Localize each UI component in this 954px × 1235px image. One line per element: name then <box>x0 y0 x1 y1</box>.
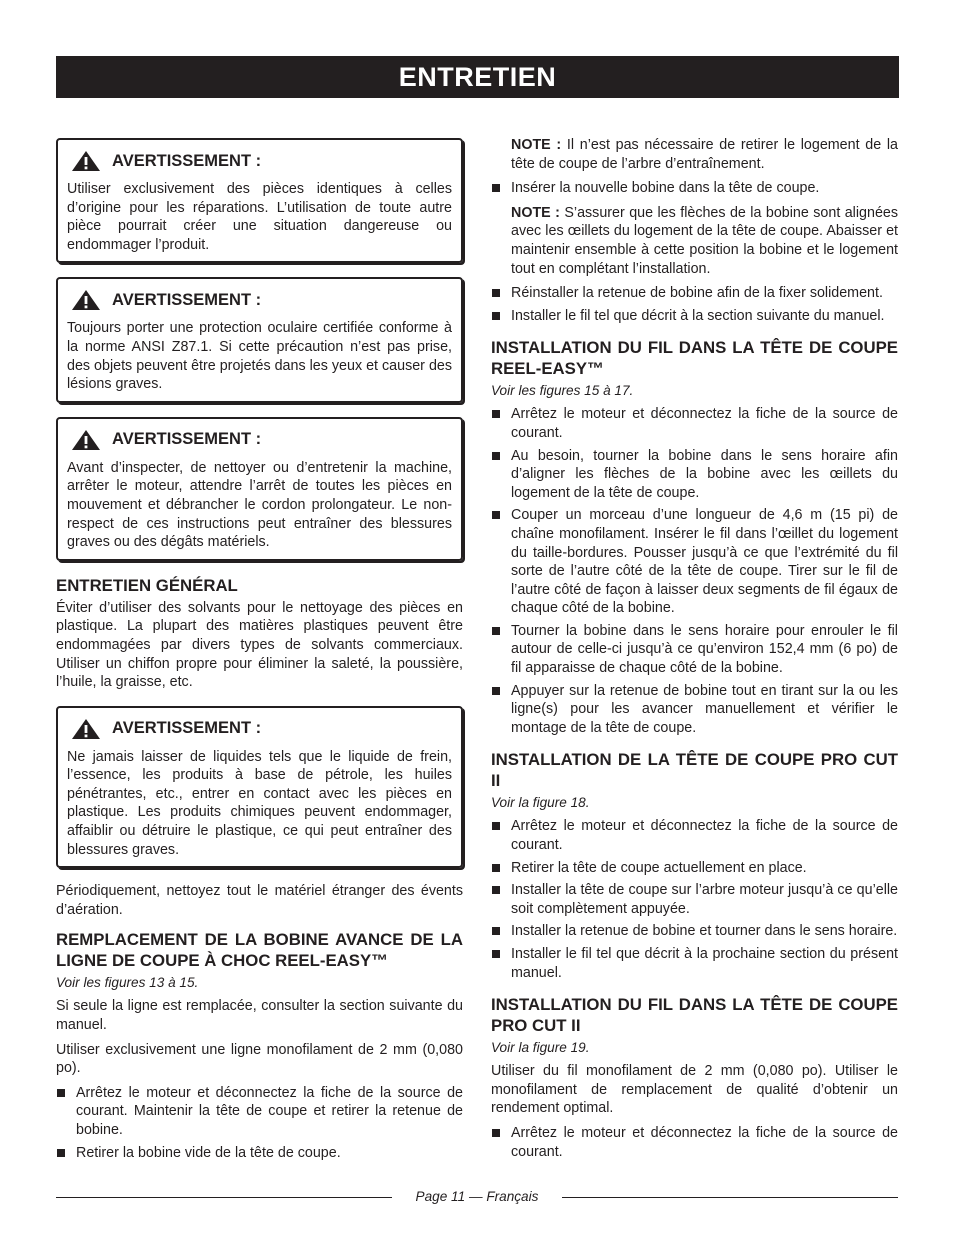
spool-bullet-list-2 <box>491 179 898 198</box>
general-paragraph-2: Périodiquement, nettoyez tout le matériel étranger des évents d’aération. <box>56 883 463 918</box>
list-item: Installer la retenue de bobine et tourner dans le sens horaire. <box>491 922 898 941</box>
footer-rule-right <box>562 1197 898 1198</box>
warning-triangle-icon <box>71 150 101 172</box>
list-item: Arrêtez le moteur et déconnectez la fiche de la source de courant. <box>491 1124 898 1161</box>
warning-text: Utiliser exclusivement des pièces identiques à celles d’origine pour les réparations. L’utilisation de toute autre pièce pourrait créer une situation dangereuse ou endommager l’produit. <box>67 181 452 253</box>
list-item: Arrêtez le moteur et déconnectez la fiche de la source de courant. <box>491 405 898 442</box>
line-reel-bullet-list <box>491 405 898 737</box>
list-item: Installer le fil tel que décrit à la prochaine section du présent manuel. <box>491 945 898 982</box>
general-paragraph: Éviter d’utiliser des solvants pour le nettoyage des pièces en plastique. La plupart des matières plastiques peuvent être endommagées par divers types de solvants commerciaux. Utiliser un chiffon propre pour éliminer la saleté, la poussière, l’huile, la graisse, etc. <box>56 599 463 691</box>
warning-box <box>56 277 463 402</box>
warning-triangle-icon <box>71 289 101 311</box>
square-bullet-icon <box>57 1089 65 1097</box>
list-item: Réinstaller la retenue de bobine afin de la fixer solidement. <box>491 284 898 303</box>
square-bullet-icon <box>492 864 500 872</box>
warning-text: Toujours porter une protection oculaire certifiée conforme à la norme ANSI Z87.1. Si cette précaution n’est pas prise, des objets peuvent être projetés dans les yeux et causer des lésions graves. <box>67 320 452 393</box>
square-bullet-icon <box>492 312 500 320</box>
list-item: Installer la tête de coupe sur l’arbre moteur jusqu’à ce qu’elle soit complètement appuyée. <box>491 881 898 918</box>
square-bullet-icon <box>492 1129 500 1137</box>
page-header <box>56 56 899 98</box>
procut-head-bullet-list <box>491 817 898 982</box>
list-item: Couper un morceau d’une longueur de 4,6 m (15 pi) de chaîne monofilament. Insérer le fil dans l’œillet du logement du taille-bordures. Pousser jusqu’à ce que l’extrémité du fil sorte de l’autre côté de la tête de coupe. Tirer sur le fil de l’autre côté de façon à laisser deux segments de fil égaux de chaque côté de la bobine. <box>491 506 898 618</box>
spool-bullet-list-3 <box>491 284 898 325</box>
warning-box <box>56 138 463 263</box>
square-bullet-icon <box>492 822 500 830</box>
section-heading-spool: REMPLACEMENT DE LA BOBINE AVANCE DE LA LIGNE DE COUPE À CHOC REEL-EASY™ <box>56 930 463 971</box>
list-item: Installer le fil tel que décrit à la section suivante du manuel. <box>491 307 898 326</box>
procut-line-paragraph: Utiliser du fil monofilament de 2 mm (0,080 po). Utiliser le monofilament de remplacement de qualité d’obtenir un rendement optimal. <box>491 1063 898 1117</box>
warning-triangle-icon <box>71 718 101 740</box>
right-column <box>491 136 898 1167</box>
list-item: Retirer la bobine vide de la tête de coupe. <box>56 1144 463 1163</box>
note-paragraph: NOTE : S’assurer que les flèches de la bobine sont alignées avec les œillets du logement de la tête de coupe. Abaisser et maintenir ensemble à cette position la bobine et le logement tout en complétant l’installation. <box>511 204 898 277</box>
figure-reference: Voir la figure 18. <box>491 795 590 811</box>
square-bullet-icon <box>492 511 500 519</box>
list-item: Insérer la nouvelle bobine dans la tête de coupe. <box>491 179 898 198</box>
warning-triangle-icon <box>71 429 101 451</box>
list-item: Arrêtez le moteur et déconnectez la fiche de la source de courant. <box>491 817 898 854</box>
square-bullet-icon <box>492 950 500 958</box>
list-item: Retirer la tête de coupe actuellement en place. <box>491 859 898 878</box>
square-bullet-icon <box>57 1149 65 1157</box>
warning-title: AVERTISSEMENT : <box>112 719 262 738</box>
list-item: Arrêtez le moteur et déconnectez la fiche de la source de courant. Maintenir la tête de coupe et retirer la retenue de bobine. <box>56 1084 463 1140</box>
square-bullet-icon <box>492 410 500 418</box>
spool-bullet-list <box>56 1084 463 1162</box>
warning-text: Ne jamais laisser de liquides tels que le liquide de frein, l’essence, les produits à base de pétrole, les huiles pénétrantes, etc., entrer en contact avec les pièces en plastique. Les produits chimiques peuvent endommager, affaiblir ou détruire le plastique, ce qui peut entraîner des blessures graves. <box>67 748 452 858</box>
warning-title: AVERTISSEMENT : <box>112 151 262 170</box>
section-heading-line-reel: INSTALLATION DU FIL DANS LA TÊTE DE COUPE REEL-EASY™ <box>491 338 898 379</box>
warning-text: Avant d’inspecter, de nettoyer ou d’entretenir la machine, arrêter le moteur, attendre l’arrêt de toutes les pièces en mouvement et débrancher le cordon prolongateur. Le non-respect de ces instructions peut entraîner des blessures graves ou des dégâts matériels. <box>67 459 452 551</box>
page-title: ENTRETIEN <box>398 62 557 92</box>
page-number: Page 11 — Français <box>415 1189 539 1204</box>
procut-line-bullet-list <box>491 1124 898 1161</box>
square-bullet-icon <box>492 687 500 695</box>
warning-title: AVERTISSEMENT : <box>112 290 262 309</box>
list-item: Appuyer sur la retenue de bobine tout en tirant sur la ou les ligne(s) pour les avancer manuellement et vérifier le montage de la tête de coupe. <box>491 682 898 738</box>
square-bullet-icon <box>492 886 500 894</box>
left-column <box>56 138 463 1168</box>
section-heading-procut-line: INSTALLATION DU FIL DANS LA TÊTE DE COUPE PRO CUT II <box>491 995 898 1036</box>
section-heading-general: ENTRETIEN GÉNÉRAL <box>56 575 238 595</box>
figure-reference: Voir les figures 13 à 15. <box>56 975 199 991</box>
square-bullet-icon <box>492 184 500 192</box>
note-paragraph: NOTE : Il n’est pas nécessaire de retirer le logement de la tête de coupe de l’arbre d’entraînement. <box>511 137 898 172</box>
square-bullet-icon <box>492 627 500 635</box>
section-heading-procut-head: INSTALLATION DE LA TÊTE DE COUPE PRO CUT II <box>491 750 898 791</box>
warning-title: AVERTISSEMENT : <box>112 430 262 449</box>
figure-reference: Voir la figure 19. <box>491 1040 590 1056</box>
list-item: Tourner la bobine dans le sens horaire pour enrouler le fil autour de celle-ci jusqu’à ce qu’environ 152,4 mm (6 po) de fil apparaisse de chaque côté de la bobine. <box>491 622 898 678</box>
spool-paragraph-2: Utiliser exclusivement une ligne monofilament de 2 mm (0,080 po). <box>56 1041 463 1077</box>
footer-rule-left <box>56 1197 392 1198</box>
figure-reference: Voir les figures 15 à 17. <box>491 383 634 399</box>
square-bullet-icon <box>492 452 500 460</box>
list-item: Au besoin, tourner la bobine dans le sens horaire afin d’aligner les flèches de la bobine avec les œillets du logement de la tête de coupe. <box>491 447 898 503</box>
square-bullet-icon <box>492 289 500 297</box>
square-bullet-icon <box>492 927 500 935</box>
spool-paragraph: Si seule la ligne est remplacée, consulter la section suivante du manuel. <box>56 998 463 1034</box>
warning-box <box>56 417 463 561</box>
warning-box <box>56 706 463 869</box>
